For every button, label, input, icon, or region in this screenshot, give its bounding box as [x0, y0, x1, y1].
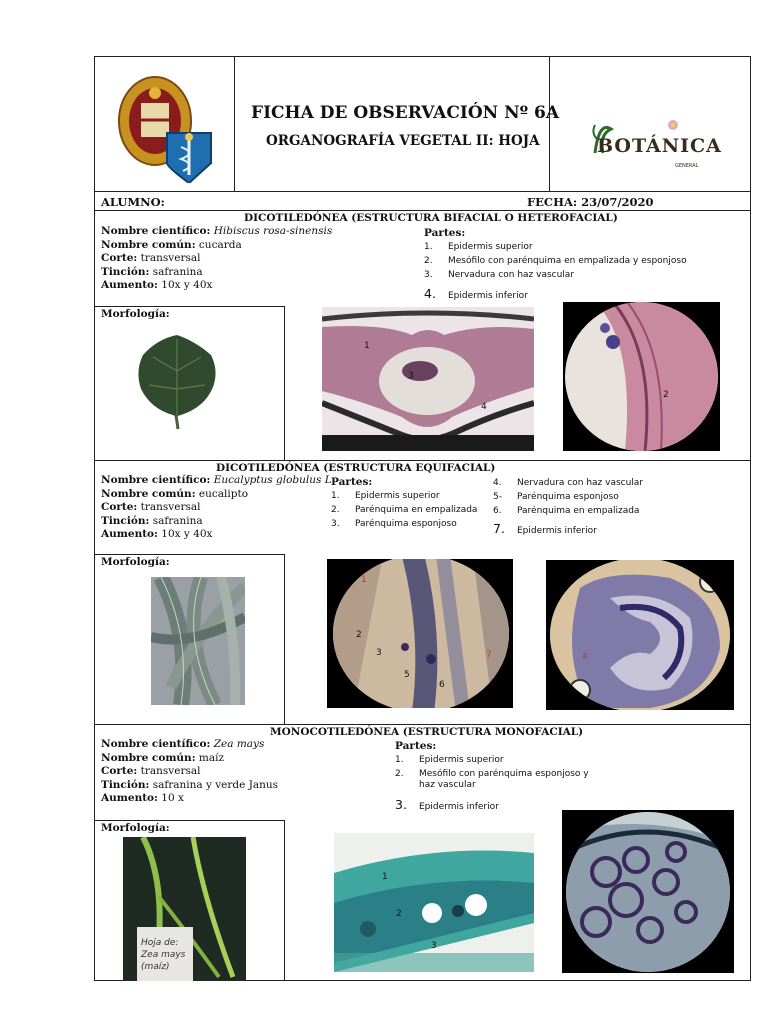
university-crest-logo [117, 75, 215, 183]
common-name-value: maíz [198, 751, 225, 764]
morphology-label: Morfología: [101, 822, 170, 834]
hibiscus-mesophyll-micrograph [563, 302, 720, 451]
image-label: 3 [408, 371, 414, 381]
stain-value: safranina y verde Janus [152, 778, 279, 791]
part-item: 3. Epidermis inferior [395, 797, 499, 812]
stain-label: Tinción: [101, 514, 150, 527]
zoom-label: Aumento: [101, 279, 158, 292]
cut-value: transversal [140, 252, 201, 265]
student-row-line [95, 210, 750, 211]
image-label: 5 [404, 670, 410, 680]
observation-sheet [94, 56, 751, 981]
image-label: 1 [361, 575, 367, 585]
section-3-parts [395, 740, 725, 812]
cut-label: Corte: [101, 501, 138, 514]
stain-value: safranina [152, 265, 203, 278]
image-label: 2 [663, 390, 669, 400]
part-item: 1. Epidermis superior [331, 491, 440, 501]
sci-name-value: Eucalyptus globulus L. [213, 474, 336, 486]
page-subtitle: ORGANOGRAFÍA VEGETAL II: HOJA [266, 133, 540, 149]
section-3-info [101, 738, 278, 806]
corn-leaf-photo [123, 837, 246, 981]
part-item: 2. Parénquima en empalizada [331, 505, 478, 515]
part-item: 6. Parénquima en empalizada [493, 506, 640, 516]
corn-section-micrograph [334, 833, 534, 972]
sci-name-label: Nombre científico: [101, 738, 211, 750]
common-name-value: eucalipto [198, 487, 249, 500]
common-name-label: Nombre común: [101, 751, 196, 764]
sci-name-label: Nombre científico: [101, 225, 211, 237]
zoom-value: 10x y 40x [161, 528, 213, 541]
photo-note: Hoja de: Zea mays (maíz) [141, 938, 186, 972]
sci-name-value: Zea mays [213, 738, 265, 750]
image-label: 3 [376, 648, 382, 658]
student-label: ALUMNO: [101, 195, 165, 209]
morphology-box-2 [95, 554, 285, 725]
section-1-heading: DICOTILEDÓNEA (ESTRUCTURA BIFACIAL O HETEROFACIAL) [244, 212, 618, 224]
section-2-heading: DICOTILEDÓNEA (ESTRUCTURA EQUIFACIAL) [216, 462, 496, 474]
sci-name-label: Nombre científico: [101, 474, 211, 486]
image-label: 7 [486, 650, 492, 660]
zoom-value: 10 x [161, 792, 184, 805]
cut-label: Corte: [101, 765, 138, 778]
logo-subtext: GENERAL [675, 163, 699, 169]
date-label: FECHA: 23/07/2020 [527, 195, 654, 209]
sci-name-value: Hibiscus rosa-sinensis [213, 225, 333, 237]
botanica-logo [589, 113, 722, 175]
morphology-label: Morfología: [101, 308, 170, 320]
header-divider-left [234, 57, 235, 191]
part-item: 2. Mesófilo con parénquima esponjoso y [395, 769, 589, 779]
image-label: 4 [481, 402, 487, 412]
parts-label: Partes: [395, 740, 437, 752]
header-bottom-line [95, 191, 750, 192]
part-item: 1. Epidermis superior [424, 242, 533, 252]
image-label: 1 [364, 341, 370, 351]
page-title: FICHA DE OBSERVACIÓN Nº 6A [251, 103, 560, 123]
image-label: 6 [439, 680, 445, 690]
part-item: 7. Epidermis inferior [493, 521, 597, 536]
section-1-parts [424, 227, 744, 307]
image-label: 3 [431, 941, 437, 951]
eucalyptus-vein-micrograph [546, 560, 734, 710]
part-item: 2. Mesófilo con parénquima en empalizada y esponjoso [424, 256, 687, 266]
part-item: 3. Parénquima esponjoso [331, 519, 457, 529]
part-item: haz vascular [419, 780, 476, 790]
zoom-label: Aumento: [101, 792, 158, 805]
hibiscus-leaf-photo [135, 331, 219, 431]
morphology-label: Morfología: [101, 556, 170, 568]
image-label: 4 [582, 652, 588, 662]
part-item: 4. Nervadura con haz vascular [493, 478, 644, 488]
eucalyptus-leaves-photo [151, 577, 245, 705]
stain-value: safranina [152, 514, 203, 527]
section-3-heading: MONOCOTILEDÓNEA (ESTRUCTURA MONOFACIAL) [270, 726, 584, 738]
part-item: 3. Nervadura con haz vascular [424, 270, 575, 280]
zoom-label: Aumento: [101, 528, 158, 541]
corn-vascular-bundle-micrograph [562, 810, 734, 973]
eucalyptus-section-micrograph [327, 559, 513, 708]
stain-label: Tinción: [101, 265, 150, 278]
section-2-bottom-line [95, 724, 750, 725]
parts-label: Partes: [424, 227, 466, 239]
morphology-box-3 [95, 820, 285, 981]
part-item: 1. Epidermis superior [395, 755, 504, 765]
image-label: 2 [396, 909, 402, 919]
section-2-info [101, 474, 335, 542]
part-item: 4. Epidermis inferior [424, 286, 528, 301]
image-label: 2 [356, 630, 362, 640]
section-1-bottom-line [95, 460, 750, 461]
zoom-value: 10x y 40x [161, 279, 213, 292]
cut-value: transversal [140, 501, 201, 514]
stain-label: Tinción: [101, 778, 150, 791]
common-name-value: cucarda [198, 238, 242, 251]
header-divider-right [549, 57, 550, 191]
hibiscus-section-micrograph [322, 307, 534, 451]
section-1-info [101, 225, 332, 293]
image-label: 1 [382, 872, 388, 882]
cut-label: Corte: [101, 252, 138, 265]
cut-value: transversal [140, 765, 201, 778]
common-name-label: Nombre común: [101, 487, 196, 500]
common-name-label: Nombre común: [101, 238, 196, 251]
section-2-parts [331, 476, 731, 538]
part-item: 5- Parénquima esponjoso [493, 492, 619, 502]
logo-text: BOTÁNICA [597, 135, 722, 157]
morphology-box-1 [95, 306, 285, 461]
parts-label: Partes: [331, 476, 373, 488]
